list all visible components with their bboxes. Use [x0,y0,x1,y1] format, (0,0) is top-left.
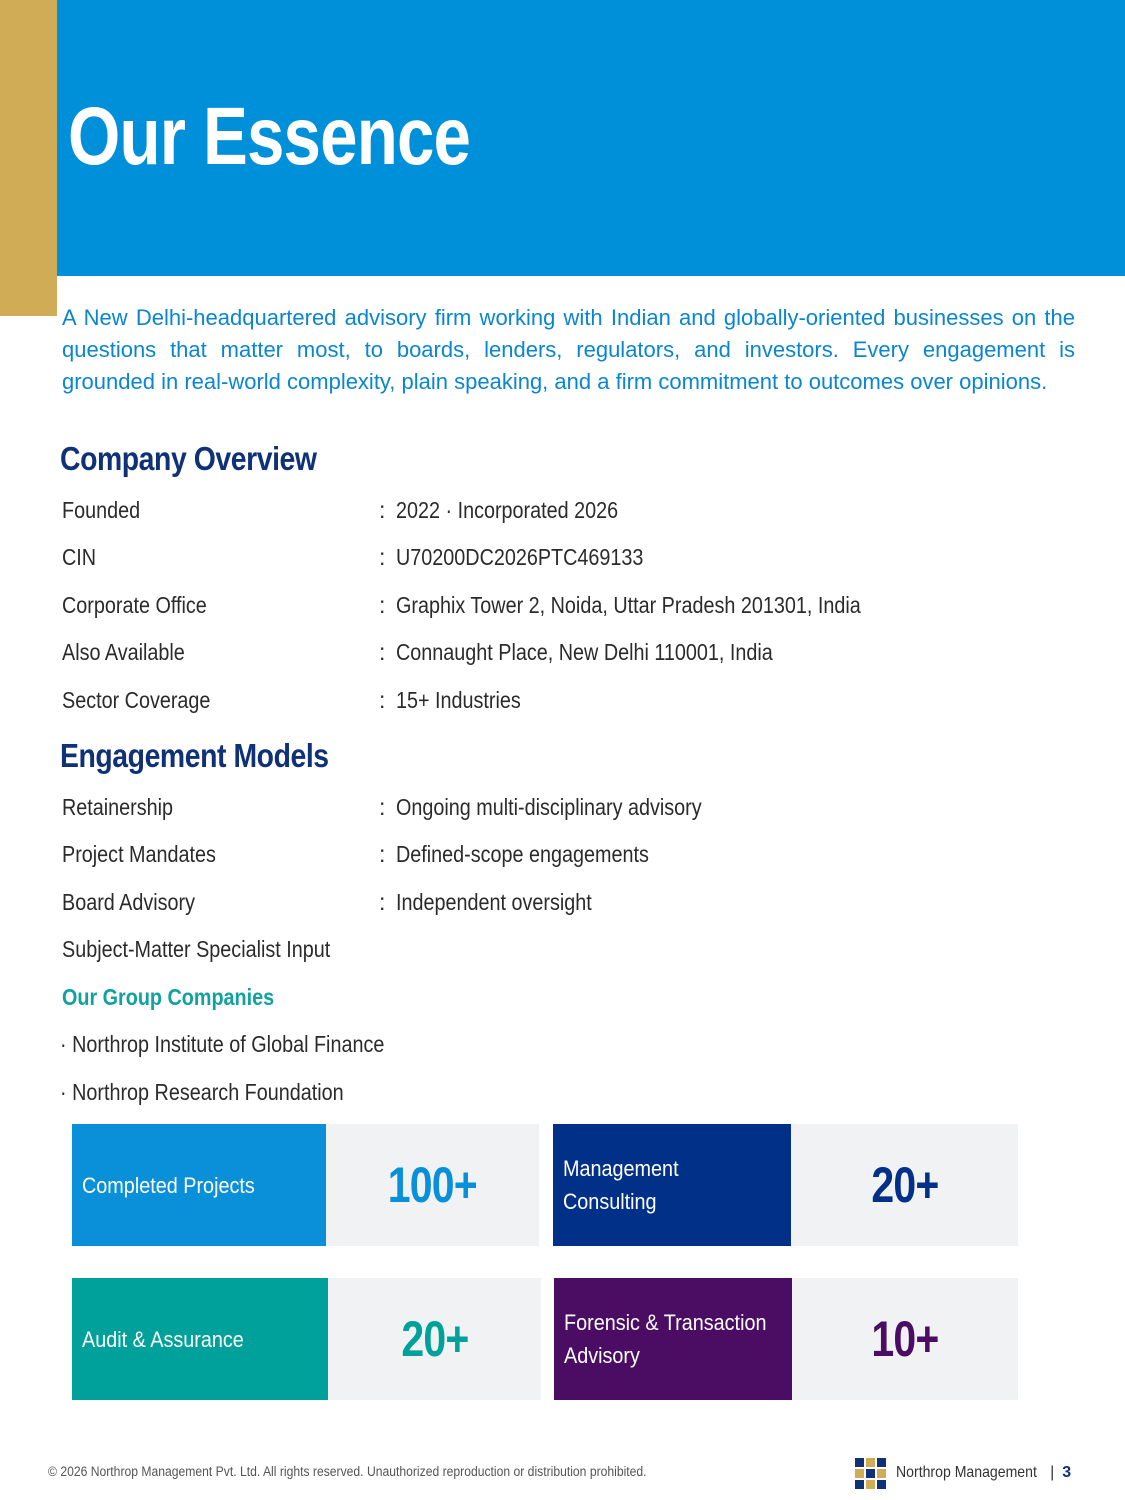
engagement-label: Retainership [62,794,174,820]
overview-label: Also Available [62,639,185,665]
logo-square [877,1458,886,1467]
intro-paragraph: A New Delhi-headquartered advisory firm working with Indian and globally-oriented businesses on the questions that matter most, to boards, lenders, regulators, and investors. Every engagement is grounded in real-world complexity, plain speaking, and a firm commitment to outcomes over opinions. [62,305,1075,394]
engagement-value: Ongoing multi-disciplinary advisory [396,794,702,820]
group-company-item: · Northrop Institute of Global Finance [60,1031,385,1057]
stat-label: Management Consulting [563,1156,679,1214]
engagement-value: Independent oversight [396,889,592,915]
stat-value: 100+ [387,1157,478,1213]
footer-separator: | [1050,1464,1055,1481]
engagement-label: Subject-Matter Specialist Input [62,936,331,962]
colon: : [379,544,386,570]
logo-square [877,1469,886,1478]
company-logo-icon [855,1458,886,1489]
company-overview-heading: Company Overview [60,440,317,477]
logo-square [855,1469,864,1478]
stat-label: Forensic & Transaction Advisory [564,1310,767,1368]
logo-square [866,1480,875,1489]
stat-card-forensic-transaction [554,1278,1018,1400]
colon: : [379,592,386,618]
stat-value: 10+ [871,1311,939,1367]
overview-value: 2022 · Incorporated 2026 [396,497,619,523]
colon: : [379,794,386,820]
stat-value-box [792,1278,1018,1400]
footer-brand [855,1456,1071,1490]
page-title: Our Essence [68,91,471,182]
group-company-item: · Northrop Research Foundation [60,1079,344,1105]
stat-label-box [72,1278,328,1400]
colon: : [379,889,386,915]
stat-value: 20+ [870,1157,939,1213]
stat-label-box [553,1124,791,1246]
colon: : [379,687,386,713]
overview-value: 15+ Industries [396,687,521,713]
engagement-value: Defined-scope engagements [396,841,649,867]
engagement-models-heading: Engagement Models [60,737,329,774]
stat-card-completed-projects [72,1124,539,1246]
footer-copyright: © 2026 Northrop Management Pvt. Ltd. All rights reserved. Unauthorized reproduction or distribution prohibited. [48,1464,647,1479]
page-number: 3 [1062,1464,1072,1481]
colon: : [379,639,386,665]
logo-square [877,1480,886,1489]
overview-value: Graphix Tower 2, Noida, Uttar Pradesh 201301, India [396,592,861,618]
colon: : [379,497,386,523]
stat-label-box [554,1278,792,1400]
gold-accent-bar [0,0,57,316]
overview-label: CIN [62,544,97,570]
stat-value-box [326,1124,539,1246]
logo-square [866,1469,875,1478]
group-companies-heading: Our Group Companies [62,984,275,1010]
stat-label: Audit & Assurance [82,1326,244,1352]
footer-brand-name: Northrop Management [896,1464,1037,1481]
stat-label: Completed Projects [82,1172,255,1198]
engagement-label: Board Advisory [62,889,196,915]
logo-square [855,1480,864,1489]
stat-value-box [328,1278,541,1400]
overview-label: Corporate Office [62,592,207,618]
stat-value: 20+ [400,1311,469,1367]
overview-label: Founded [62,497,141,523]
stat-label-box [72,1124,326,1246]
engagement-label: Project Mandates [62,841,216,867]
overview-label: Sector Coverage [62,687,211,713]
overview-value: Connaught Place, New Delhi 110001, India [396,639,773,665]
stat-card-audit-assurance [72,1278,541,1400]
logo-square [855,1458,864,1467]
stat-card-management-consulting [553,1124,1018,1246]
stat-value-box [791,1124,1018,1246]
overview-value: U70200DC2026PTC469133 [396,544,644,570]
colon: : [379,841,386,867]
logo-square [866,1458,875,1467]
